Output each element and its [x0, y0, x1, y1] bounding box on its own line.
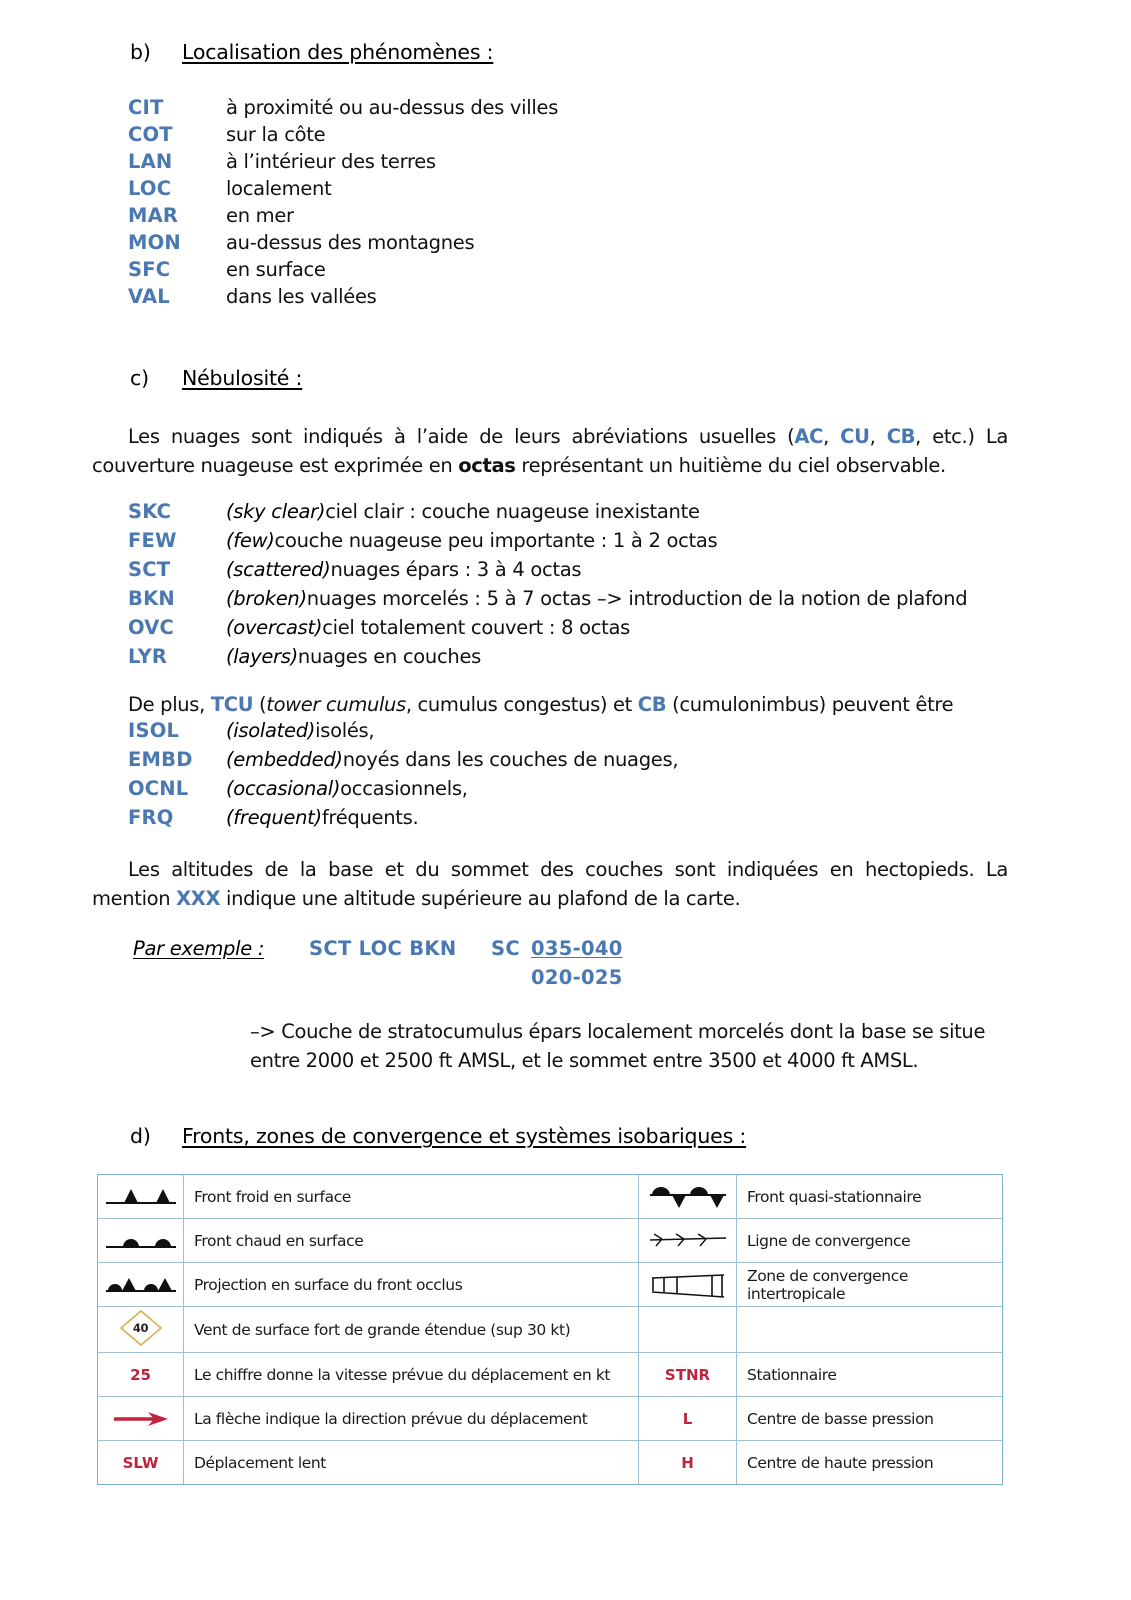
abbr-desc: au-dessus des montagnes: [226, 231, 475, 254]
abbr-desc: nuages épars : 3 à 4 octas: [330, 558, 582, 581]
section-d-heading: [130, 1124, 746, 1148]
abbr-desc: nuages morcelés : 5 à 7 octas –> introduction de la notion de plafond: [306, 587, 968, 610]
table-row: [98, 1263, 1003, 1307]
cloud-code-tcu: TCU: [210, 693, 254, 716]
list-item: [128, 645, 967, 674]
convergence-line-symbol: [639, 1230, 736, 1252]
abbr-english: (embedded): [226, 748, 343, 771]
abbr-code: COT: [128, 123, 173, 146]
list-item: [128, 150, 558, 177]
strong-wind-label: Vent de surface fort de grande étendue (sup 30 kt): [184, 1307, 639, 1353]
slw-symbol-cell: [98, 1441, 184, 1485]
warm-front-label: Front chaud en surface: [184, 1219, 639, 1263]
abbr-code: OVC: [128, 616, 175, 639]
abbr-desc: en surface: [226, 258, 326, 281]
tcu-text-2: (: [253, 693, 267, 716]
abbr-desc: sur la côte: [226, 123, 326, 146]
cold-front-symbol: [98, 1186, 183, 1208]
list-item: [128, 748, 678, 777]
stnr-label: Stationnaire: [737, 1353, 1003, 1397]
low-pressure-label: Centre de basse pression: [737, 1397, 1003, 1441]
tcu-intro-line: [128, 690, 1028, 719]
section-d-title: Fronts, zones de convergence et systèmes isobariques :: [182, 1124, 747, 1148]
abbr-desc: nuages en couches: [297, 645, 482, 668]
abbr-code: LYR: [128, 645, 168, 668]
stationary-front-symbol: [639, 1183, 736, 1211]
abbr-desc: dans les vallées: [226, 285, 377, 308]
list-item: [128, 587, 967, 616]
list-item: [128, 285, 558, 312]
empty-label-cell: [737, 1307, 1003, 1353]
cold-front-symbol-cell: [98, 1175, 184, 1219]
abbr-code: FEW: [128, 529, 177, 552]
stationary-front-label: Front quasi-stationnaire: [737, 1175, 1003, 1219]
cloud-code-ac: AC: [794, 425, 824, 448]
example-bottom-values: 020-025: [531, 966, 623, 989]
abbr-code: LOC: [128, 177, 172, 200]
list-item: [128, 500, 967, 529]
abbr-english: (overcast): [226, 616, 323, 639]
convergence-line-label: Ligne de convergence: [737, 1219, 1003, 1263]
list-item: [128, 258, 558, 285]
red-arrow-label: La flèche indique la direction prévue du déplacement: [184, 1397, 639, 1441]
abbr-english: (broken): [226, 587, 307, 610]
red-arrow-symbol-cell: [98, 1397, 184, 1441]
warm-front-symbol: [98, 1230, 183, 1252]
strong-wind-value: 40: [132, 1320, 149, 1335]
abbr-english: (few): [226, 529, 275, 552]
table-row: [98, 1175, 1003, 1219]
abbr-code: SKC: [128, 500, 172, 523]
abbr-code: FRQ: [128, 806, 174, 829]
stationary-front-symbol-cell: [639, 1175, 737, 1219]
example-sc: SC: [491, 937, 520, 960]
section-b-letter: b): [130, 40, 151, 64]
abbr-english: (layers): [226, 645, 298, 668]
low-pressure-symbol-cell: [639, 1397, 737, 1441]
abbr-desc: ciel totalement couvert : 8 octas: [322, 616, 631, 639]
speed-number-symbol-cell: [98, 1353, 184, 1397]
abbr-english: (isolated): [226, 719, 316, 742]
list-item: [128, 558, 967, 587]
convergence-line-symbol-cell: [639, 1219, 737, 1263]
table-row: [98, 1397, 1003, 1441]
list-item: [128, 96, 558, 123]
tcu-text-3: , cumulus congestus) et: [405, 693, 638, 716]
table-row: [98, 1353, 1003, 1397]
stnr-text-symbol: STNR: [664, 1365, 711, 1384]
abbr-code: OCNL: [128, 777, 189, 800]
cloud-code-cb: CB: [886, 425, 916, 448]
intro-text-3: représentant un huitième du ciel observable.: [515, 454, 946, 477]
abbr-english: (scattered): [226, 558, 331, 581]
strong-wind-symbol-cell: [98, 1307, 184, 1353]
cloud-code-cu: CU: [840, 425, 870, 448]
altitude-text-1: Les altitudes de la base et du sommet des couches sont indiquées en hectopieds. La mention: [92, 858, 1008, 910]
slw-label: Déplacement lent: [184, 1441, 639, 1485]
cold-front-label: Front froid en surface: [184, 1175, 639, 1219]
stnr-symbol-cell: [639, 1353, 737, 1397]
explanation-line-2: entre 2000 et 2500 ft AMSL, et le sommet entre 3500 et 4000 ft AMSL.: [250, 1049, 919, 1072]
code-xxx: XXX: [176, 887, 221, 910]
section-b-title: Localisation des phénomènes :: [182, 40, 494, 64]
example-explanation: [250, 1017, 1010, 1075]
abbr-code: LAN: [128, 150, 173, 173]
section-b-heading: [130, 40, 493, 64]
example-label: Par exemple :: [133, 937, 265, 960]
list-item: [128, 231, 558, 258]
abbr-desc: noyés dans les couches de nuages,: [342, 748, 679, 771]
abbr-desc: à proximité ou au-dessus des villes: [226, 96, 559, 119]
abbr-desc: occasionnels,: [340, 777, 468, 800]
intro-text-2: , etc.) La couverture nuageuse est exprimée en: [92, 425, 1008, 477]
speed-number-label: Le chiffre donne la vitesse prévue du déplacement en kt: [184, 1353, 639, 1397]
tcu-text-4: (cumulonimbus) peuvent être: [666, 693, 954, 716]
list-item: [128, 616, 967, 645]
sep-2: ,: [869, 425, 887, 448]
example-top-values: 035-040: [531, 937, 623, 960]
list-item: [128, 123, 558, 150]
abbr-desc: ciel clair : couche nuageuse inexistante: [325, 500, 700, 523]
explanation-line-1: –> Couche de stratocumulus épars localement morcelés dont la base se situe: [250, 1020, 986, 1043]
abbr-desc: couche nuageuse peu importante : 1 à 2 octas: [274, 529, 718, 552]
nebulosite-intro-paragraph: [92, 422, 1008, 480]
fronts-legend-table: [97, 1174, 1003, 1485]
tcu-english: tower cumulus: [266, 693, 406, 716]
itcz-symbol-cell: [639, 1263, 737, 1307]
abbr-code: VAL: [128, 285, 170, 308]
intro-text-1: Les nuages sont indiqués à l’aide de leurs abréviations usuelles (: [128, 425, 795, 448]
strong-wind-diamond-symbol: [118, 1308, 164, 1348]
tcu-text-1: De plus,: [128, 693, 211, 716]
section-d-letter: d): [130, 1124, 151, 1148]
abbr-code: ISOL: [128, 719, 180, 742]
high-pressure-symbol: H: [681, 1453, 694, 1472]
abbr-english: (sky clear): [226, 500, 326, 523]
abbr-code: MAR: [128, 204, 179, 227]
example-code: SCT LOC BKN: [309, 937, 457, 960]
section-c-heading: [130, 366, 302, 390]
itcz-symbol: [639, 1270, 736, 1300]
high-pressure-symbol-cell: [639, 1441, 737, 1485]
abbr-desc: à l’intérieur des terres: [226, 150, 436, 173]
abbr-code: SCT: [128, 558, 171, 581]
table-row: [98, 1441, 1003, 1485]
altitude-paragraph: [92, 855, 1008, 913]
section-c-title: Nébulosité :: [182, 366, 303, 390]
table-row: [98, 1219, 1003, 1263]
table-row: [98, 1307, 1003, 1353]
section-c-letter: c): [130, 366, 149, 390]
list-item: [128, 719, 678, 748]
high-pressure-label: Centre de haute pression: [737, 1441, 1003, 1485]
abbr-desc: fréquents.: [321, 806, 419, 829]
octas-keyword: octas: [458, 454, 516, 477]
empty-symbol-cell: [639, 1307, 737, 1353]
abbr-english: (frequent): [226, 806, 322, 829]
nebulosite-abbreviation-list: [128, 500, 967, 674]
warm-front-symbol-cell: [98, 1219, 184, 1263]
abbr-desc: en mer: [226, 204, 294, 227]
occluded-front-symbol-cell: [98, 1263, 184, 1307]
list-item: [128, 806, 678, 835]
list-item: [128, 204, 558, 231]
abbr-code: EMBD: [128, 748, 193, 771]
cloud-code-cb-2: CB: [637, 693, 667, 716]
abbr-desc: localement: [226, 177, 332, 200]
altitude-text-2: indique une altitude supérieure au plafond de la carte.: [220, 887, 741, 910]
localisation-abbreviation-list: [128, 96, 558, 312]
list-item: [128, 777, 678, 806]
abbr-english: (occasional): [226, 777, 341, 800]
example-block: [133, 937, 623, 989]
slw-text-symbol: SLW: [122, 1453, 159, 1472]
sep-1: ,: [823, 425, 841, 448]
speed-number-symbol: 25: [130, 1365, 151, 1384]
low-pressure-symbol: L: [682, 1409, 693, 1428]
red-arrow-symbol: [98, 1409, 183, 1429]
occluded-front-symbol: [98, 1274, 183, 1296]
occluded-front-label: Projection en surface du front occlus: [184, 1263, 639, 1307]
abbr-desc: isolés,: [315, 719, 375, 742]
abbr-code: BKN: [128, 587, 175, 610]
itcz-label: Zone de convergence intertropicale: [737, 1263, 1003, 1307]
abbr-code: MON: [128, 231, 181, 254]
list-item: [128, 529, 967, 558]
tcu-abbreviation-list: [128, 719, 678, 835]
list-item: [128, 177, 558, 204]
abbr-code: CIT: [128, 96, 164, 119]
abbr-code: SFC: [128, 258, 171, 281]
